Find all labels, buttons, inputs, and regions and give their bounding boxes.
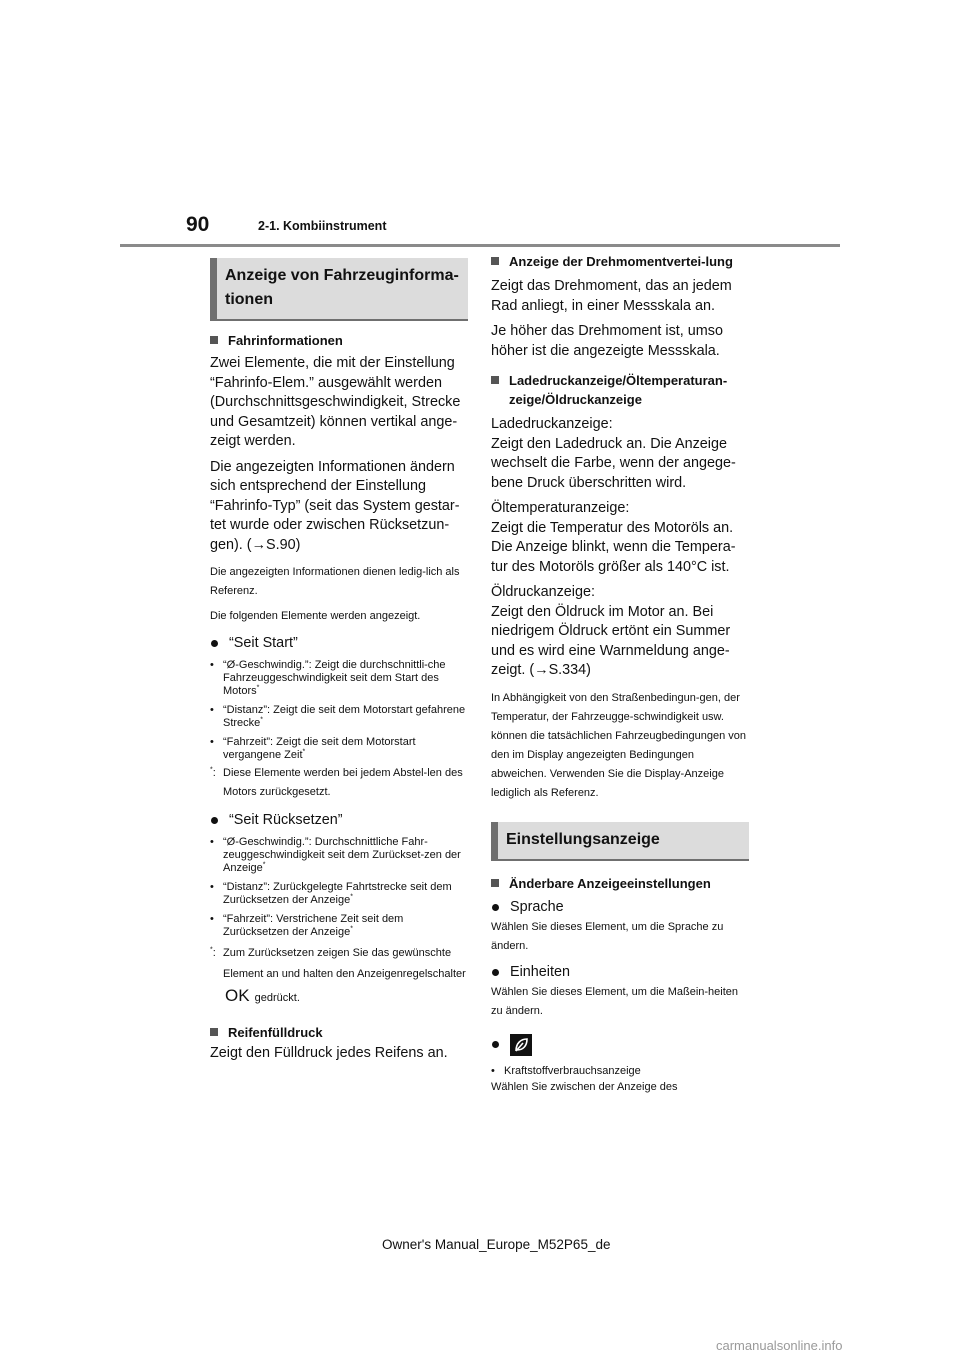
list-item: • “Ø-Geschwindig.”: Durchschnittliche Fahr-zeuggeschwindigkeit seit dem Zurückset-zen der Anzeige*	[210, 836, 461, 874]
list-item: • “Fahrzeit”: Zeigt die seit dem Motorstart vergangene Zeit*	[210, 736, 416, 761]
note-text: Die angezeigten Informationen dienen ledig-lich als Referenz.	[210, 566, 460, 597]
footnote: *: Zum Zurücksetzen zeigen Sie das gewünschte Element an und halten den Anzeigenregelschalter OK gedrückt.	[210, 946, 466, 1005]
arrow-icon: →	[251, 536, 266, 553]
subheading-fahrinformationen: Fahrinformationen	[210, 331, 468, 350]
note-text: Wählen Sie zwischen der Anzeige des	[491, 1080, 678, 1093]
paragraph: Je höher das Drehmoment ist, umso höher ist die angezeigte Messskala.	[491, 323, 723, 359]
subheading-reifenfuelldruck: Reifenfülldruck	[210, 1023, 468, 1042]
page-reference-link[interactable]: S.334)	[548, 662, 591, 678]
eco-leaf-icon	[510, 1034, 532, 1056]
footnote: *: Diese Elemente werden bei jedem Abstel-len des Motors zurückgesetzt.	[210, 766, 463, 798]
watermark: carmanualsonline.info	[716, 1338, 843, 1353]
note-text: Wählen Sie dieses Element, um die Maßein-heiten zu ändern.	[491, 985, 739, 1017]
square-bullet-icon	[491, 376, 499, 384]
bullet-dot-icon	[211, 817, 218, 824]
section-heading-einstellungsanzeige: Einstellungsanzeige	[491, 822, 749, 861]
square-bullet-icon	[491, 257, 499, 265]
page-reference-link[interactable]: S.90)	[265, 536, 301, 553]
note-text: Die folgenden Elemente werden angezeigt.	[210, 610, 421, 622]
bullet-dot-icon	[492, 1041, 499, 1048]
bullet-dot-icon	[492, 969, 499, 976]
page-number: 90	[186, 213, 210, 236]
chapter-title: 2-1. Kombiinstrument	[258, 219, 387, 233]
paragraph: Zeigt den Fülldruck jedes Reifens an.	[210, 1045, 448, 1061]
square-bullet-icon	[210, 336, 218, 344]
paragraph: Die angezeigten Informationen ändern sich entsprechend der Einstellung “Fahrinfo-Typ” (seit das System gestar-tet wurde oder zwischen Rücksetzun-gen). (→S.90)	[210, 458, 460, 553]
note-text: Wählen Sie dieses Element, um die Sprache zu ändern.	[491, 920, 724, 952]
ok-button-icon: OK	[225, 986, 250, 1005]
list-item: • “Distanz”: Zeigt die seit dem Motorstart gefahrene Strecke*	[210, 704, 466, 729]
left-column	[210, 258, 468, 1064]
footer-text: Owner's Manual_Europe_M52P65_de	[382, 1237, 611, 1252]
list-item: • “Ø-Geschwindig.”: Zeigt die durchschnittli-che Fahrzeuggeschwindigkeit seit dem Start des Motors*	[210, 659, 446, 697]
list-item: • Kraftstoffverbrauchsanzeige	[491, 1064, 641, 1077]
note-text: In Abhängigkeit von den Straßenbedingun-gen, der Temperatur, der Fahrzeugge-schwindigkeit usw. können die tatsächlichen Fahrzeugbedingungen von den im Display angezeigten Bedingungen abweichen. Verwenden Sie die Display-Anzeige lediglich als Referenz.	[491, 691, 747, 799]
square-bullet-icon	[210, 1028, 218, 1036]
subheading-anzeigeeinstellungen: Änderbare Anzeigeeinstellungen	[491, 874, 749, 893]
bullet-dot-icon	[492, 904, 499, 911]
paragraph: Öldruckanzeige: Zeigt den Öldruck im Motor an. Bei niedrigem Öldruck ertönt ein Summer und es wird eine Warnmeldung ange-zeigt. (→S.334)	[491, 584, 731, 678]
paragraph: Ladedruckanzeige: Zeigt den Ladedruck an. Die Anzeige wechselt die Farbe, wenn der angege-bene Druck überschritten wird.	[491, 416, 736, 491]
arrow-icon: →	[534, 662, 549, 678]
list-item: • “Fahrzeit”: Verstrichene Zeit seit dem Zurücksetzen der Anzeige*	[210, 913, 404, 938]
paragraph: Öltemperaturanzeige: Zeigt die Temperatur des Motoröls an. Die Anzeige blinkt, wenn die Tempera-tur des Motoröls größer als 140°C ist.	[491, 500, 736, 575]
square-bullet-icon	[491, 879, 499, 887]
bullet-dot-icon	[211, 640, 218, 647]
list-item: • “Distanz”: Zurückgelegte Fahrtstrecke seit dem Zurücksetzen der Anzeige*	[210, 881, 452, 906]
paragraph: Zwei Elemente, die mit der Einstellung “Fahrinfo-Elem.” ausgewählt werden (Durchschnittsgeschwindigkeit, Strecke und Gesamtzeit) können vertikal ange-zeigt werden.	[210, 355, 461, 449]
bullet-eco	[491, 1034, 749, 1056]
header-divider	[120, 244, 840, 247]
subheading-drehmoment: Anzeige der Drehmomentvertei-lung	[491, 252, 749, 271]
bullet-seit-ruecksetzen: “Seit Rücksetzen”	[210, 810, 468, 830]
bullet-seit-start: “Seit Start”	[210, 633, 468, 653]
paragraph: Zeigt das Drehmoment, das an jedem Rad anliegt, in einer Messskala an.	[491, 278, 732, 314]
bullet-einheiten: Einheiten	[491, 962, 749, 982]
bullet-sprache: Sprache	[491, 897, 749, 917]
section-heading-vehicle-info: Anzeige von Fahrzeuginforma-tionen	[210, 258, 468, 321]
subheading-ladedruck: Ladedruckanzeige/Öltemperaturan-zeige/Öldruckanzeige	[491, 371, 749, 409]
right-column	[491, 252, 749, 1097]
